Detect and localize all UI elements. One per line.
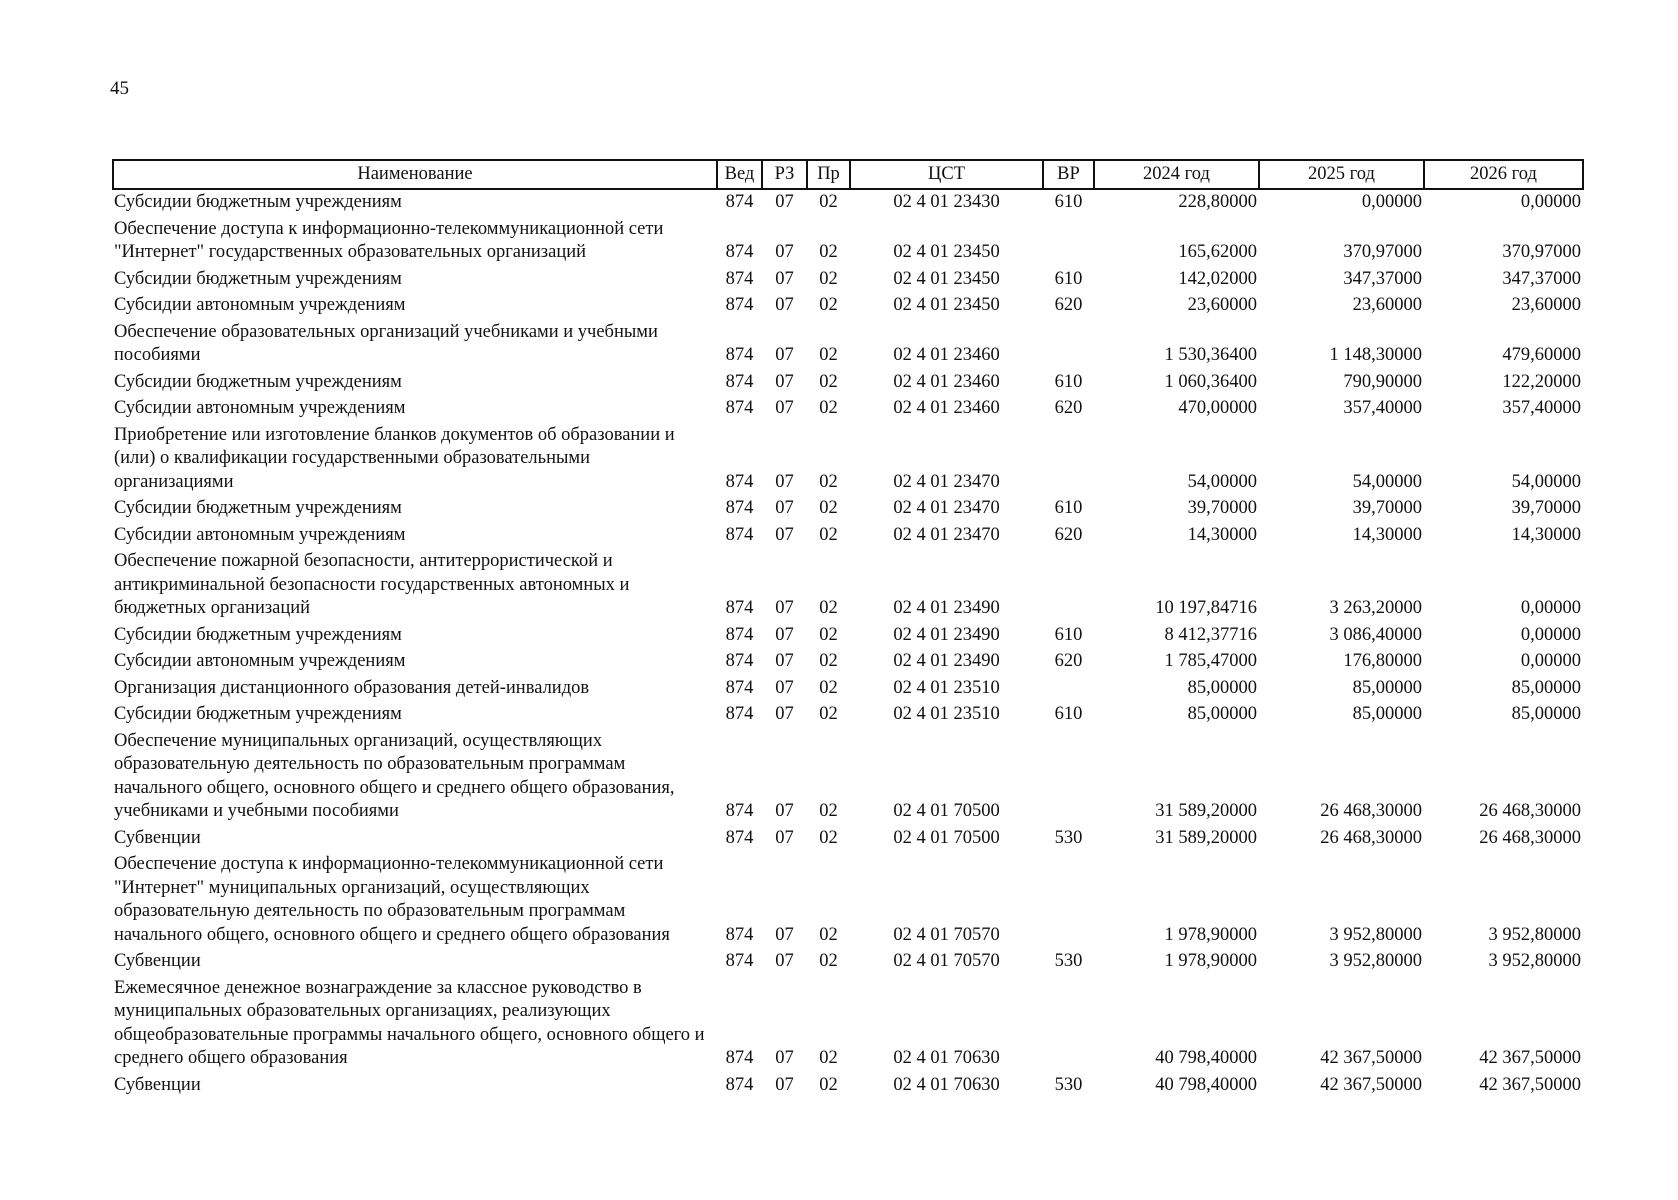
cell-vr: [1043, 217, 1094, 267]
cell-2025: 42 367,50000: [1320, 1048, 1422, 1068]
cell-ved: 874: [725, 677, 754, 698]
cell-2025: 790,90000: [1343, 371, 1422, 392]
cell-pr: 02: [819, 624, 838, 645]
cell-ved: 874: [725, 498, 754, 518]
table-row: [113, 523, 1583, 550]
cell-cst: 02 4 01 23490: [893, 624, 1000, 645]
cell-name: Субсидии бюджетным учреждениям: [114, 498, 402, 518]
cell-name: Приобретение или изготовление бланков документов об образовании и (или) о квалификации государственными образовательными организациями: [114, 424, 675, 492]
header-2026: 2026 год: [1424, 160, 1583, 189]
cell-2026: 479,60000: [1502, 345, 1581, 365]
cell-rz: 07: [775, 471, 794, 492]
cell-pr: 02: [819, 192, 838, 212]
cell-pr: 02: [819, 471, 838, 492]
cell-2025: 85,00000: [1352, 677, 1422, 698]
cell-name: Субвенции: [114, 1074, 201, 1095]
cell-name: Субвенции: [114, 827, 201, 848]
cell-name: Субсидии автономным учреждениям: [114, 295, 406, 315]
cell-2026: 54,00000: [1511, 471, 1581, 492]
cell-ved: 874: [725, 1074, 754, 1095]
table-row: [113, 676, 1583, 703]
cell-2025: 370,97000: [1343, 242, 1422, 262]
cell-pr: 02: [819, 827, 838, 848]
cell-name: Субсидии бюджетным учреждениям: [114, 268, 402, 289]
cell-name: Ежемесячное денежное вознаграждение за классное руководство в муниципальных образовательных организациях, реализующих общеобразовательные программы начального общего, основного общего и среднего общего образования: [114, 977, 705, 1068]
cell-cst: 02 4 01 23460: [893, 345, 1000, 365]
cell-cst: 02 4 01 23510: [893, 677, 1000, 698]
header-rz: РЗ: [762, 160, 807, 189]
cell-2024: 85,00000: [1187, 677, 1257, 698]
cell-2025: 42 367,50000: [1320, 1074, 1422, 1095]
cell-2026: 0,00000: [1520, 192, 1581, 212]
cell-name: Субвенции: [114, 951, 201, 971]
cell-ved: 874: [725, 801, 754, 821]
table-row: [113, 293, 1583, 320]
cell-rz: 07: [775, 371, 794, 392]
cell-2024: 165,62000: [1178, 242, 1257, 262]
cell-rz: 07: [775, 398, 794, 418]
table-body: [113, 189, 1583, 1099]
header-2025: 2025 год: [1259, 160, 1424, 189]
cell-2026: 357,40000: [1502, 398, 1581, 418]
cell-vr: 610: [1054, 371, 1083, 392]
table-row: [113, 623, 1583, 650]
cell-vr: 620: [1054, 651, 1083, 671]
cell-ved: 874: [725, 242, 754, 262]
cell-rz: 07: [775, 345, 794, 365]
cell-2026: 122,20000: [1502, 371, 1581, 392]
cell-2024: 8 412,37716: [1164, 624, 1257, 645]
cell-pr: 02: [819, 951, 838, 971]
cell-cst: 02 4 01 23450: [893, 268, 1000, 289]
cell-cst: 02 4 01 23460: [893, 371, 1000, 392]
cell-2026: 26 468,30000: [1479, 801, 1581, 821]
cell-rz: 07: [775, 1048, 794, 1068]
cell-2024: 31 589,20000: [1155, 827, 1257, 848]
cell-vr: 620: [1054, 524, 1083, 545]
cell-2024: 1 978,90000: [1164, 924, 1257, 945]
cell-pr: 02: [819, 371, 838, 392]
cell-cst: 02 4 01 23490: [893, 651, 1000, 671]
cell-2024: 142,02000: [1178, 268, 1257, 289]
cell-2024: 23,60000: [1187, 295, 1257, 315]
cell-pr: 02: [819, 924, 838, 945]
cell-cst: 02 4 01 70570: [893, 924, 1000, 945]
cell-name: Субсидии бюджетным учреждениям: [114, 624, 402, 645]
cell-vr: 530: [1054, 951, 1083, 971]
cell-2025: 26 468,30000: [1320, 827, 1422, 848]
cell-2025: 1 148,30000: [1329, 345, 1422, 365]
cell-vr: 620: [1054, 295, 1083, 315]
cell-name: Обеспечение образовательных организаций учебниками и учебными пособиями: [114, 321, 658, 365]
cell-2025: 14,30000: [1352, 524, 1422, 545]
cell-pr: 02: [819, 704, 838, 724]
cell-cst: 02 4 01 23510: [893, 704, 1000, 724]
cell-name: Обеспечение доступа к информационно-телекоммуникационной сети "Интернет" муниципальных организаций, осуществляющих образовательную деятельность по образовательным программам начального общего, основного общего и среднего общего образования: [114, 854, 670, 945]
cell-cst: 02 4 01 23490: [893, 598, 1000, 618]
cell-vr: [1043, 852, 1094, 949]
cell-cst: 02 4 01 23470: [893, 471, 1000, 492]
cell-2026: 3 952,80000: [1488, 924, 1581, 945]
cell-2025: 54,00000: [1352, 471, 1422, 492]
cell-ved: 874: [725, 827, 754, 848]
table-row: [113, 370, 1583, 397]
cell-pr: 02: [819, 598, 838, 618]
cell-cst: 02 4 01 70630: [893, 1074, 1000, 1095]
cell-rz: 07: [775, 295, 794, 315]
cell-vr: 530: [1054, 1074, 1083, 1095]
page-number: 45: [110, 78, 129, 99]
cell-pr: 02: [819, 1048, 838, 1068]
cell-ved: 874: [725, 192, 754, 212]
table-row: [113, 396, 1583, 423]
cell-2025: 3 952,80000: [1329, 951, 1422, 971]
cell-2024: 14,30000: [1187, 524, 1257, 545]
cell-cst: 02 4 01 70500: [893, 801, 1000, 821]
cell-name: Обеспечение доступа к информационно-телекоммуникационной сети "Интернет" государственных образовательных организаций: [114, 218, 664, 262]
cell-rz: 07: [775, 801, 794, 821]
cell-ved: 874: [725, 471, 754, 492]
cell-rz: 07: [775, 951, 794, 971]
cell-vr: [1043, 320, 1094, 370]
cell-vr: 620: [1054, 398, 1083, 418]
cell-2026: 0,00000: [1520, 598, 1581, 618]
table-row: [113, 549, 1583, 623]
table-row: [113, 702, 1583, 729]
cell-2024: 85,00000: [1187, 704, 1257, 724]
header-name: Наименование: [113, 160, 717, 189]
cell-2026: 85,00000: [1511, 677, 1581, 698]
cell-name: Организация дистанционного образования детей-инвалидов: [114, 677, 590, 698]
cell-rz: 07: [775, 827, 794, 848]
cell-2025: 176,80000: [1343, 651, 1422, 671]
cell-ved: 874: [725, 371, 754, 392]
header-cst: ЦСТ: [850, 160, 1043, 189]
cell-ved: 874: [725, 924, 754, 945]
cell-rz: 07: [775, 624, 794, 645]
cell-vr: 530: [1054, 827, 1083, 848]
cell-vr: 610: [1054, 268, 1083, 289]
cell-pr: 02: [819, 345, 838, 365]
cell-pr: 02: [819, 295, 838, 315]
cell-2025: 3 952,80000: [1329, 924, 1422, 945]
cell-2025: 23,60000: [1352, 295, 1422, 315]
cell-2026: 347,37000: [1502, 268, 1581, 289]
cell-name: Субсидии автономным учреждениям: [114, 524, 406, 545]
cell-vr: 610: [1054, 498, 1083, 518]
table-row: [113, 649, 1583, 676]
cell-ved: 874: [725, 345, 754, 365]
cell-pr: 02: [819, 242, 838, 262]
cell-2025: 3 263,20000: [1329, 598, 1422, 618]
cell-2026: 39,70000: [1511, 498, 1581, 518]
cell-vr: [1043, 976, 1094, 1073]
table-row: [113, 1073, 1583, 1100]
cell-2026: 0,00000: [1520, 651, 1581, 671]
header-2024: 2024 год: [1094, 160, 1259, 189]
cell-rz: 07: [775, 242, 794, 262]
cell-2026: 14,30000: [1511, 524, 1581, 545]
cell-rz: 07: [775, 192, 794, 212]
cell-2024: 31 589,20000: [1155, 801, 1257, 821]
cell-pr: 02: [819, 1074, 838, 1095]
cell-2024: 1 530,36400: [1164, 345, 1257, 365]
cell-vr: 610: [1054, 624, 1083, 645]
cell-2026: 42 367,50000: [1479, 1074, 1581, 1095]
cell-ved: 874: [725, 398, 754, 418]
cell-vr: [1043, 676, 1094, 703]
cell-cst: 02 4 01 23450: [893, 242, 1000, 262]
cell-vr: [1043, 729, 1094, 826]
cell-ved: 874: [725, 624, 754, 645]
cell-2025: 26 468,30000: [1320, 801, 1422, 821]
cell-pr: 02: [819, 498, 838, 518]
cell-cst: 02 4 01 70500: [893, 827, 1000, 848]
cell-name: Субсидии бюджетным учреждениям: [114, 371, 402, 392]
cell-2026: 370,97000: [1502, 242, 1581, 262]
cell-2025: 347,37000: [1343, 268, 1422, 289]
cell-2026: 23,60000: [1511, 295, 1581, 315]
table-row: [113, 949, 1583, 976]
cell-cst: 02 4 01 70570: [893, 951, 1000, 971]
cell-cst: 02 4 01 23470: [893, 498, 1000, 518]
cell-rz: 07: [775, 924, 794, 945]
cell-ved: 874: [725, 704, 754, 724]
cell-2024: 40 798,40000: [1155, 1048, 1257, 1068]
cell-rz: 07: [775, 498, 794, 518]
cell-rz: 07: [775, 677, 794, 698]
table-row: [113, 976, 1583, 1073]
table-row: [113, 826, 1583, 853]
table-row: [113, 496, 1583, 523]
cell-cst: 02 4 01 23450: [893, 295, 1000, 315]
cell-2025: 0,00000: [1361, 192, 1422, 212]
cell-ved: 874: [725, 598, 754, 618]
cell-2024: 54,00000: [1187, 471, 1257, 492]
cell-name: Субсидии бюджетным учреждениям: [114, 704, 402, 724]
cell-pr: 02: [819, 651, 838, 671]
table-row: [113, 852, 1583, 949]
cell-2026: 0,00000: [1520, 624, 1581, 645]
cell-rz: 07: [775, 598, 794, 618]
cell-vr: [1043, 549, 1094, 623]
cell-2025: 85,00000: [1352, 704, 1422, 724]
cell-name: Субсидии автономным учреждениям: [114, 651, 406, 671]
header-vr: ВР: [1043, 160, 1094, 189]
cell-pr: 02: [819, 524, 838, 545]
cell-2024: 40 798,40000: [1155, 1074, 1257, 1095]
cell-vr: 610: [1054, 704, 1083, 724]
cell-name: Субсидии бюджетным учреждениям: [114, 192, 402, 212]
cell-2024: 228,80000: [1178, 192, 1257, 212]
cell-rz: 07: [775, 651, 794, 671]
table-row: [113, 729, 1583, 826]
table-row: [113, 189, 1583, 217]
cell-2024: 10 197,84716: [1155, 598, 1257, 618]
table-header: [113, 160, 1583, 189]
cell-cst: 02 4 01 70630: [893, 1048, 1000, 1068]
cell-2026: 3 952,80000: [1488, 951, 1581, 971]
cell-vr: 610: [1054, 192, 1083, 212]
cell-2025: 39,70000: [1352, 498, 1422, 518]
cell-pr: 02: [819, 398, 838, 418]
cell-2024: 39,70000: [1187, 498, 1257, 518]
header-ved: Вед: [717, 160, 762, 189]
cell-rz: 07: [775, 704, 794, 724]
cell-ved: 874: [725, 951, 754, 971]
cell-2026: 26 468,30000: [1479, 827, 1581, 848]
table-row: [113, 320, 1583, 370]
table-row: [113, 423, 1583, 497]
cell-pr: 02: [819, 677, 838, 698]
cell-ved: 874: [725, 524, 754, 545]
cell-name: Обеспечение пожарной безопасности, антитеррористической и антикриминальной безопасности государственных автономных и бюджетных организаций: [114, 551, 630, 618]
cell-ved: 874: [725, 268, 754, 289]
cell-rz: 07: [775, 1074, 794, 1095]
header-row: [113, 160, 1583, 189]
cell-2026: 42 367,50000: [1479, 1048, 1581, 1068]
cell-name: Субсидии автономным учреждениям: [114, 398, 406, 418]
cell-cst: 02 4 01 23460: [893, 398, 1000, 418]
table-row: [113, 217, 1583, 267]
cell-2025: 357,40000: [1343, 398, 1422, 418]
cell-rz: 07: [775, 524, 794, 545]
header-pr: Пр: [807, 160, 850, 189]
cell-vr: [1043, 423, 1094, 497]
cell-cst: 02 4 01 23430: [893, 192, 1000, 212]
cell-ved: 874: [725, 1048, 754, 1068]
cell-ved: 874: [725, 651, 754, 671]
cell-2024: 470,00000: [1178, 398, 1257, 418]
cell-pr: 02: [819, 268, 838, 289]
cell-2024: 1 060,36400: [1164, 371, 1257, 392]
cell-ved: 874: [725, 295, 754, 315]
cell-rz: 07: [775, 268, 794, 289]
cell-2024: 1 785,47000: [1164, 651, 1257, 671]
cell-pr: 02: [819, 801, 838, 821]
cell-2025: 3 086,40000: [1329, 624, 1422, 645]
cell-2026: 85,00000: [1511, 704, 1581, 724]
cell-2024: 1 978,90000: [1164, 951, 1257, 971]
table-row: [113, 267, 1583, 294]
cell-name: Обеспечение муниципальных организаций, осуществляющих образовательную деятельность по образовательным программам начального общего, основного общего и среднего общего образования, учебниками и учебными пособиями: [114, 730, 675, 821]
cell-cst: 02 4 01 23470: [893, 524, 1000, 545]
budget-table: [112, 159, 1584, 1099]
